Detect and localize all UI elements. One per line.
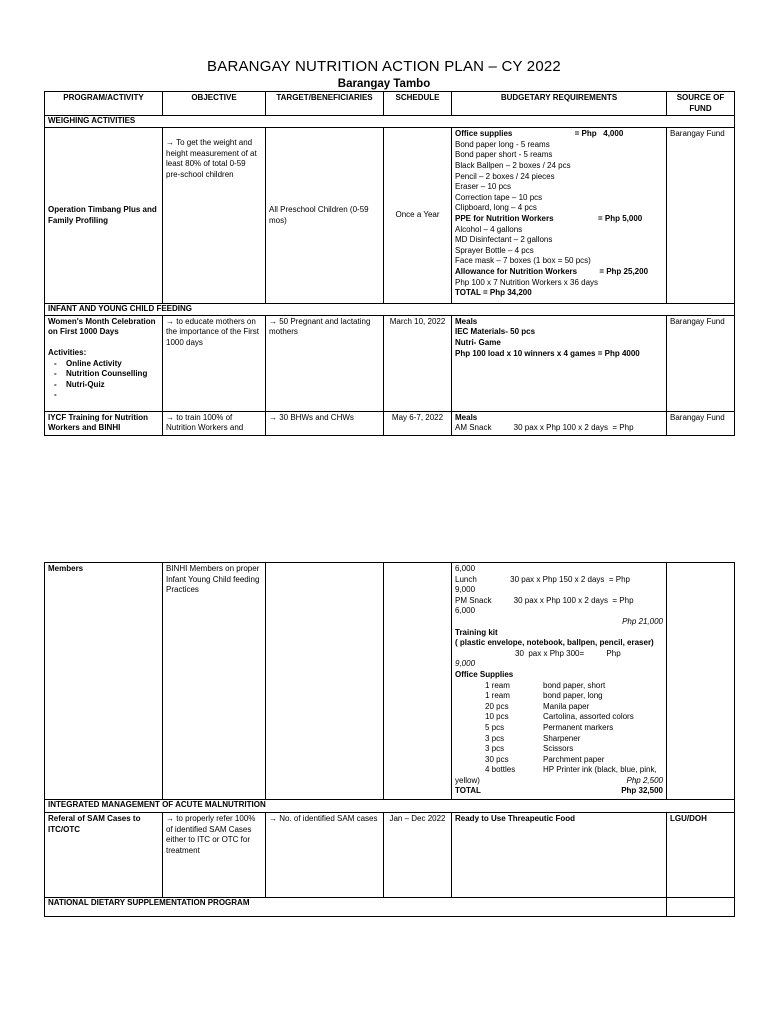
objective-cell: → to educate mothers on the importance of the First 1000 days: [163, 315, 266, 411]
budget-line: Correction tape – 10 pcs: [455, 192, 543, 202]
budget-cell: Ready to Use Threapeutic Food: [452, 813, 667, 898]
budget-line: AM Snack 30 pax x Php 100 x 2 days = Php: [455, 423, 634, 433]
budget-line: Alcohol – 4 gallons: [455, 224, 523, 234]
header-fund: SOURCE OF FUND: [667, 92, 735, 116]
header-target: TARGET/BENEFICIARIES: [266, 92, 384, 116]
budget-line: Php 21,000: [622, 616, 663, 626]
supply-item: Permanent markers: [543, 722, 614, 732]
supply-row: [485, 744, 663, 755]
budget-line: PPE for Nutrition Workers = Php 5,000: [455, 213, 643, 223]
fund-cell: Barangay Fund: [667, 411, 735, 435]
fund-cell: Barangay Fund: [667, 128, 735, 304]
section-ndsp: NATIONAL DIETARY SUPPLEMENTATION PROGRAM: [45, 898, 667, 917]
table-row: [45, 128, 735, 304]
program-cell: Operation Timbang Plus and Family Profiling: [45, 128, 163, 304]
objective-cell: BINHI Members on proper Infant Young Child feeding Practices: [163, 563, 266, 800]
supply-qty: 3 pcs: [485, 744, 505, 754]
budget-line: Php 100 load x 10 winners x 4 games = Php 4000: [455, 348, 640, 358]
supply-qty: 1 ream: [485, 691, 510, 701]
budget-line: Black Ballpen – 2 boxes / 24 pcs: [455, 160, 571, 170]
section-iycf: INFANT AND YOUNG CHILD FEEDING: [45, 304, 735, 316]
budget-line: Meals: [455, 316, 478, 326]
budget-title: Meals: [455, 412, 478, 422]
target-cell: [266, 563, 384, 800]
total-label: TOTAL: [455, 786, 481, 796]
fund-cell: [667, 563, 735, 800]
section-imam: INTEGRATED MANAGEMENT OF ACUTE MALNUTRITION: [45, 800, 735, 813]
budget-line: Bond paper long - 5 reams: [455, 139, 550, 149]
budget-cell: [452, 315, 667, 411]
action-plan-table-part1: [44, 91, 735, 436]
budget-line: TOTAL = Php 34,200: [455, 288, 532, 298]
supply-row: [485, 723, 663, 734]
fund-cell: Barangay Fund: [667, 315, 735, 411]
objective-cell: → to properly refer 100% of identified SAM Cases either to ITC or OTC for treatment: [163, 813, 266, 898]
section-row: [45, 800, 735, 813]
budget-line: Office Supplies: [455, 669, 514, 679]
budget-line: Face mask – 7 boxes (1 box = 50 pcs): [455, 256, 591, 266]
supply-qty: 3 pcs: [485, 733, 505, 743]
target-cell: → 30 BHWs and CHWs: [266, 411, 384, 435]
list-item: - Nutrition Counselling: [66, 369, 159, 380]
budget-line: Eraser – 10 pcs: [455, 182, 512, 192]
list-item: - Online Activity: [66, 359, 159, 370]
budget-line: Sprayer Bottle – 4 pcs: [455, 245, 534, 255]
supply-qty: 10 pcs: [485, 712, 509, 722]
budget-line: Bond paper short - 5 reams: [455, 150, 553, 160]
budget-line: 9,000: [455, 585, 476, 595]
activities-label: Activities:: [48, 347, 87, 357]
supply-row: [485, 702, 663, 713]
section-weighing: WEIGHING ACTIVITIES: [45, 116, 735, 128]
fund-cell: [667, 898, 735, 917]
supply-item: Sharpener: [543, 733, 581, 743]
supplies-total: Php 2,500: [626, 775, 663, 785]
program-cell: [45, 315, 163, 411]
schedule-cell: March 10, 2022: [384, 315, 452, 411]
budget-line: Office supplies = Php 4,000: [455, 129, 624, 139]
budget-line: Lunch 30 pax x Php 150 x 2 days = Php: [455, 574, 630, 584]
section-row: [45, 116, 735, 128]
supply-item: Cartolina, assorted colors: [543, 712, 634, 722]
header-row: [45, 92, 735, 116]
budget-line: ( plastic envelope, notebook, ballpen, pencil, eraser): [455, 638, 654, 648]
target-cell: → No. of identified SAM cases: [266, 813, 384, 898]
supply-row: [485, 765, 663, 776]
program-name: Women's Month Celebration on First 1000 Days: [48, 316, 156, 337]
budget-line: IEC Materials- 50 pcs: [455, 327, 536, 337]
supply-qty: 30 pcs: [485, 754, 509, 764]
fund-cell: LGU/DOH: [667, 813, 735, 898]
budget-line: Php 100 x 7 Nutrition Workers x 36 days: [455, 277, 599, 287]
supply-qty: 1 ream: [485, 680, 510, 690]
total-value: Php 32,500: [621, 786, 663, 796]
supply-item: bond paper, short: [543, 680, 606, 690]
target-cell: All Preschool Children (0-59 mos): [266, 128, 384, 304]
budget-line: Pencil – 2 boxes / 24 pieces: [455, 171, 555, 181]
budget-cell: [452, 563, 667, 800]
section-row: [45, 304, 735, 316]
header-budget: BUDGETARY REQUIREMENTS: [452, 92, 667, 116]
header-schedule: SCHEDULE: [384, 92, 452, 116]
supply-row: [485, 681, 663, 692]
objective-cell: → To get the weight and height measurement of at least 80% of total 0-59 pre-school children: [163, 128, 266, 304]
budget-line: Clipboard, long – 4 pcs: [455, 203, 537, 213]
program-cell: Members: [45, 563, 163, 800]
total-row: [455, 786, 663, 797]
budget-line: MD Disinfectant – 2 gallons: [455, 235, 553, 245]
action-plan-table-part2: [44, 562, 735, 917]
schedule-cell: May 6-7, 2022: [384, 411, 452, 435]
schedule-cell: Once a Year: [384, 128, 452, 304]
list-item: - Nutri-Quiz: [66, 380, 159, 391]
supply-row: [485, 691, 663, 702]
page-subtitle: Barangay Tambo: [337, 78, 431, 90]
supply-item: HP Printer ink (black, blue, pink,: [543, 765, 657, 775]
budget-line: Nutri- Game: [455, 337, 501, 347]
table-row: [45, 813, 735, 898]
budget-line: 6,000: [455, 564, 476, 573]
supply-qty: 20 pcs: [485, 701, 509, 711]
supply-item: Scissors: [543, 744, 574, 754]
program-cell: Referal of SAM Cases to ITC/OTC: [45, 813, 163, 898]
budget-line: 30 pax x Php 300= Php: [455, 648, 621, 658]
section-row: [45, 898, 735, 917]
supply-item: Manila paper: [543, 701, 590, 711]
supply-row: [485, 712, 663, 723]
budget-line: PM Snack 30 pax x Php 100 x 2 days = Php: [455, 595, 634, 605]
budget-line: 6,000: [455, 606, 476, 616]
table-row: [45, 315, 735, 411]
supply-qty: 5 pcs: [485, 722, 505, 732]
table-row: [45, 563, 735, 800]
budget-cell: [452, 128, 667, 304]
budget-line: Allowance for Nutrition Workers = Php 25,200: [455, 266, 649, 276]
activities-list: [48, 359, 159, 399]
supply-qty: 4 bottles: [485, 765, 516, 775]
budget-line: 9,000: [455, 659, 476, 669]
supply-item: Parchment paper: [543, 754, 605, 764]
table-row: [45, 411, 735, 435]
header-program: PROGRAM/ACTIVITY: [45, 92, 163, 116]
supply-item: bond paper, long: [543, 691, 603, 701]
page-title: BARANGAY NUTRITION ACTION PLAN – CY 2022: [207, 58, 561, 75]
list-item: [66, 390, 159, 398]
objective-cell: → to train 100% of Nutrition Workers and: [163, 411, 266, 435]
yellow-text: yellow): [455, 775, 480, 785]
budget-line: Training kit: [455, 627, 498, 637]
program-cell: IYCF Training for Nutrition Workers and BINHI: [45, 411, 163, 435]
target-cell: → 50 Pregnant and lactating mothers: [266, 315, 384, 411]
schedule-cell: Jan – Dec 2022: [384, 813, 452, 898]
schedule-cell: [384, 563, 452, 800]
supply-row: [485, 755, 663, 766]
yellow-row: [455, 776, 663, 787]
supply-row: [485, 734, 663, 745]
header-objective: OBJECTIVE: [163, 92, 266, 116]
budget-cell: [452, 411, 667, 435]
